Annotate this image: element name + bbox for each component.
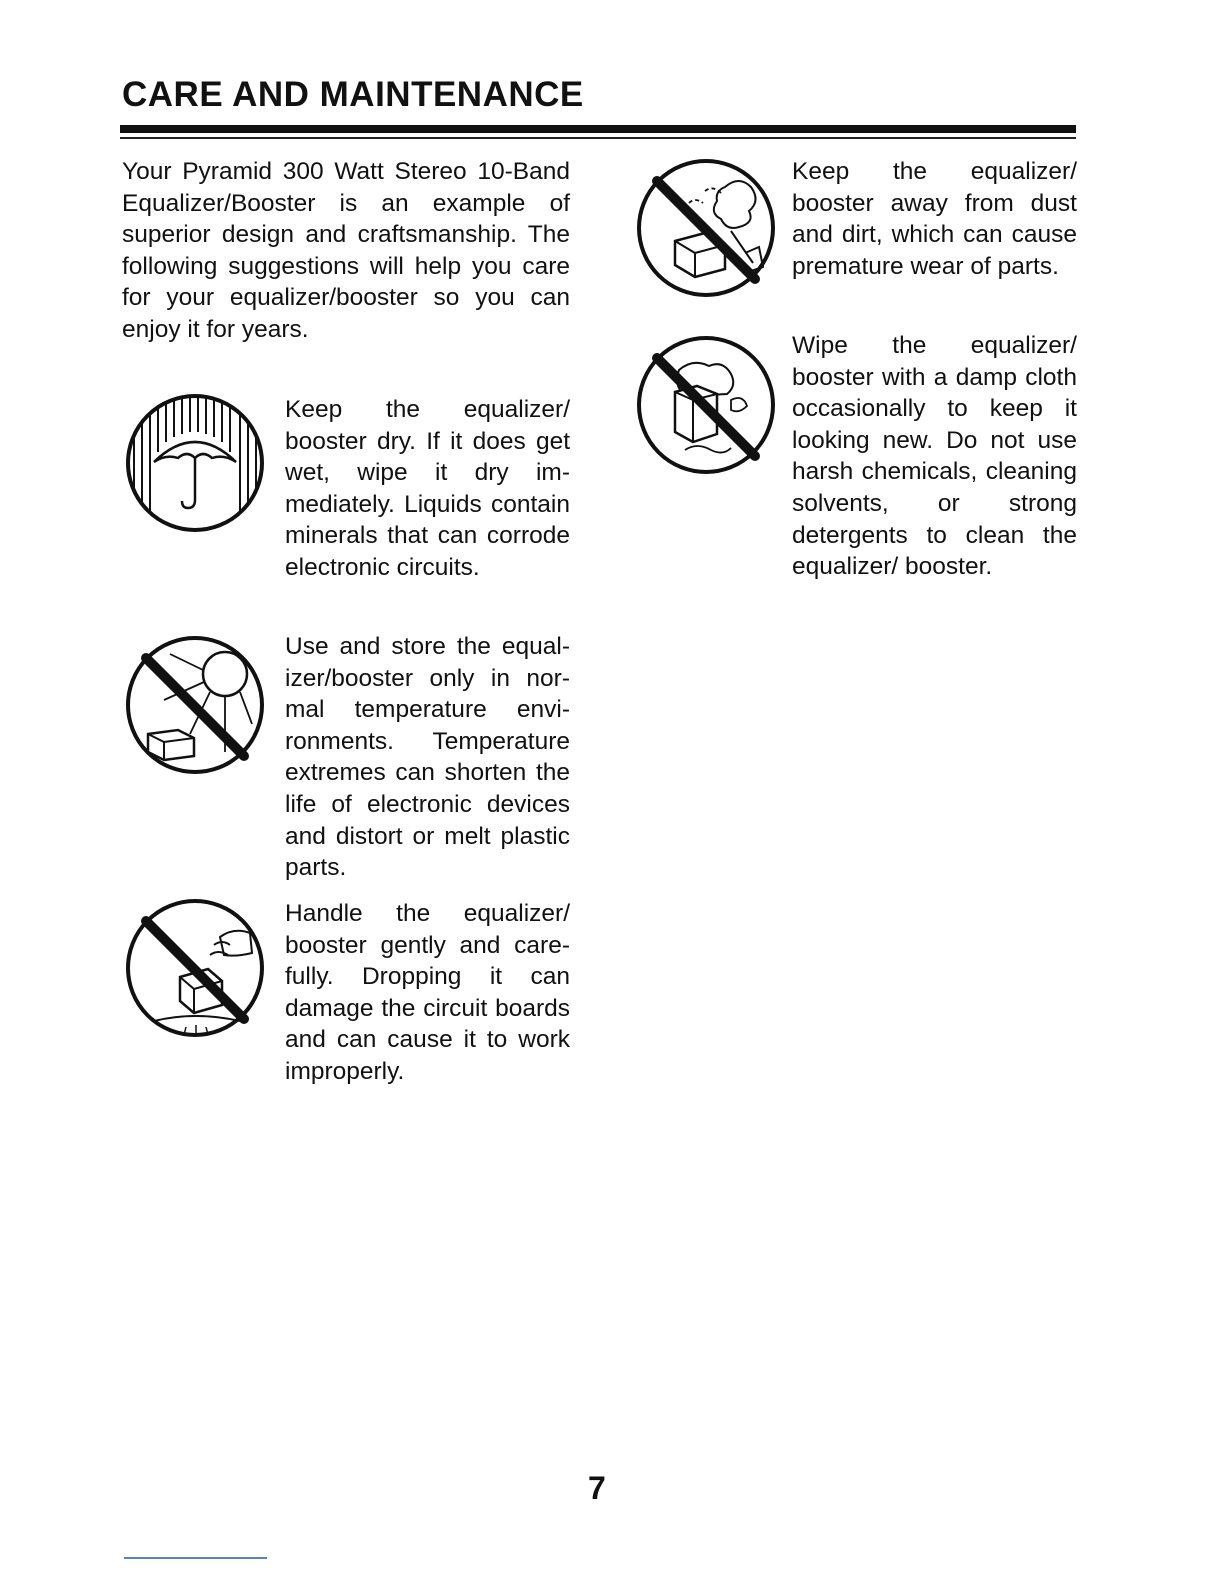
title-rule-thin <box>120 137 1076 139</box>
umbrella-icon <box>124 392 266 534</box>
title-rule-thick <box>120 125 1076 133</box>
tip-cleaning: Wipe the equalizer/ booster with a damp cloth occasionally to keep it looking new. Do not use harsh chemicals, cleaning solvents, or strong detergents to clean the equalizer/ booster. <box>792 332 1077 581</box>
no-dust-icon <box>635 157 777 299</box>
no-sun-heat-icon <box>124 634 266 776</box>
no-harsh-chemicals-icon <box>635 334 777 476</box>
page-title: CARE AND MAINTENANCE <box>122 75 584 114</box>
no-dropping-icon <box>124 897 266 1039</box>
intro-paragraph: Your Pyramid 300 Watt Stereo 10-Band Equalizer/Booster is an example of superior design and craftsmanship. The following suggestions will help you care for your equalizer/booster so you can enjoy it for years. <box>122 158 570 343</box>
tip-dust-dirt: Keep the equalizer/ booster away from dust and dirt, which can cause premature wear of parts. <box>792 158 1077 280</box>
tip-keep-dry: Keep the equalizer/ booster dry. If it does get wet, wipe it dry immediately. Liquids contain minerals that can corrode electronic circuits. <box>285 396 570 581</box>
footer-line <box>124 1557 267 1559</box>
page-number: 7 <box>588 1470 606 1506</box>
tip-temperature: Use and store the equalizer/booster only in normal temperature environments. Temperature extremes can shorten the life of electronic devices and distort or melt plastic parts. <box>285 633 570 882</box>
tip-handle-gently: Handle the equalizer/ booster gently and carefully. Dropping it can damage the circuit boards and can cause it to work improperly. <box>285 900 570 1085</box>
